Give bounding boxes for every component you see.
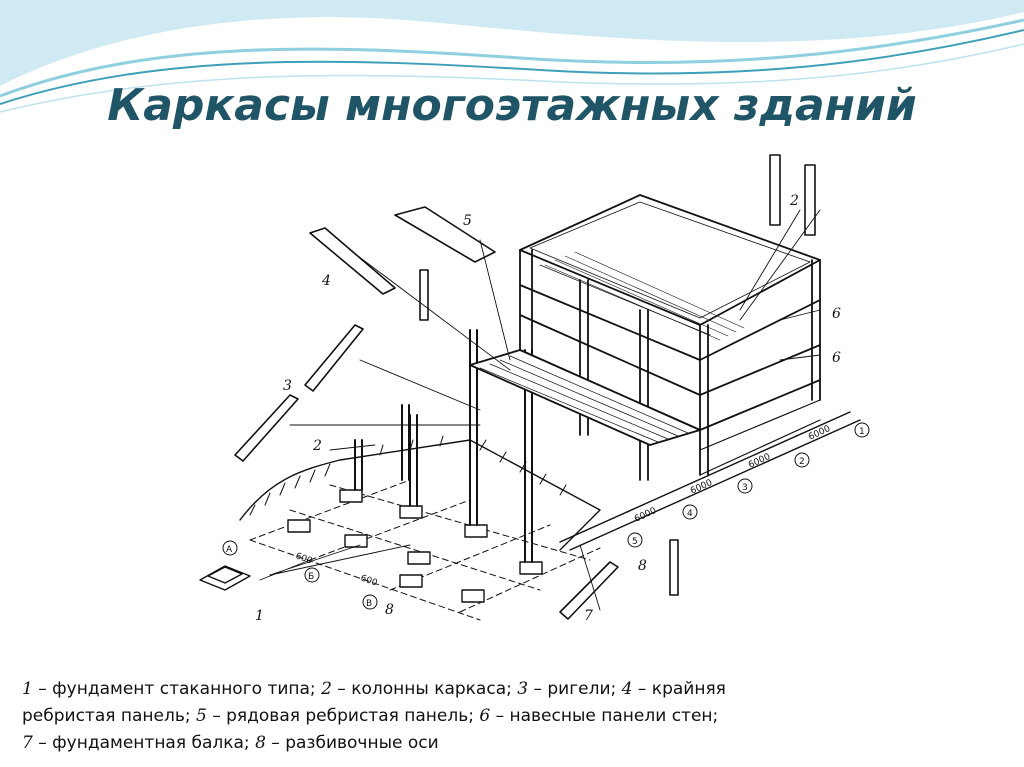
- callout-6b: 6: [832, 350, 841, 366]
- legend-line-1: [22, 676, 1012, 703]
- axis-marker-2: 2: [799, 457, 805, 467]
- legend-number: 3: [517, 679, 529, 699]
- legend-text: – крайняя: [632, 679, 726, 699]
- legend-number: 1: [22, 679, 33, 699]
- callout-6a: 6: [832, 306, 841, 322]
- legend-text: – разбивочные оси: [265, 733, 439, 753]
- callout-2: 2: [313, 438, 322, 454]
- axis-lines: [250, 480, 600, 620]
- dimension-6000-4: 6000: [633, 505, 659, 525]
- legend-number: 6: [479, 706, 491, 726]
- axis-marker-5: 5: [632, 537, 638, 547]
- dimension-6000-3: 6000: [689, 477, 715, 497]
- callout-1: 1: [255, 608, 264, 624]
- legend-text: – ригели;: [528, 679, 622, 699]
- figure-legend: [22, 676, 1012, 757]
- callout-3: 3: [283, 378, 292, 394]
- frame-structure: [470, 195, 860, 550]
- axis-marker-a: А: [226, 545, 233, 555]
- excavation-edge: [240, 440, 600, 550]
- legend-number: 5: [196, 706, 207, 726]
- legend-line-2: [22, 703, 1012, 730]
- legend-line-3: [22, 730, 1012, 757]
- legend-text: – фундамент стаканного типа;: [32, 679, 322, 699]
- legend-number: 4: [621, 679, 633, 699]
- legend-number: 7: [22, 733, 33, 753]
- axis-marker-b: Б: [308, 572, 315, 582]
- legend-text: – навесные панели стен;: [490, 706, 719, 726]
- slide-title: Каркасы многоэтажных зданий: [107, 80, 917, 131]
- callout-8b: 8: [638, 558, 647, 574]
- legend-number: 2: [321, 679, 332, 699]
- axis-marker-4: 4: [687, 509, 693, 519]
- axis-marker-1: 1: [859, 427, 865, 437]
- callout-8: 8: [385, 602, 394, 618]
- axis-marker-v: В: [366, 599, 373, 609]
- dimension-600-2: 600: [358, 573, 379, 589]
- legend-number: 8: [255, 733, 266, 753]
- legend-text: – колонны каркаса;: [331, 679, 518, 699]
- dimension-labels: [294, 424, 832, 589]
- dimension-600-1: 600: [293, 551, 314, 567]
- legend-text: ребристая панель;: [22, 706, 196, 726]
- dimension-6000-1: 6000: [807, 423, 833, 443]
- callout-2b: 2: [790, 193, 799, 209]
- legend-text: – рядовая ребристая панель;: [206, 706, 480, 726]
- callout-4: 4: [322, 273, 331, 289]
- dimension-6000-2: 6000: [747, 451, 773, 471]
- axis-marker-3: 3: [742, 483, 748, 493]
- callout-5: 5: [463, 213, 472, 229]
- callout-7: 7: [584, 608, 593, 624]
- legend-text: – фундаментная балка;: [32, 733, 256, 753]
- building-frame-drawing: [180, 150, 880, 635]
